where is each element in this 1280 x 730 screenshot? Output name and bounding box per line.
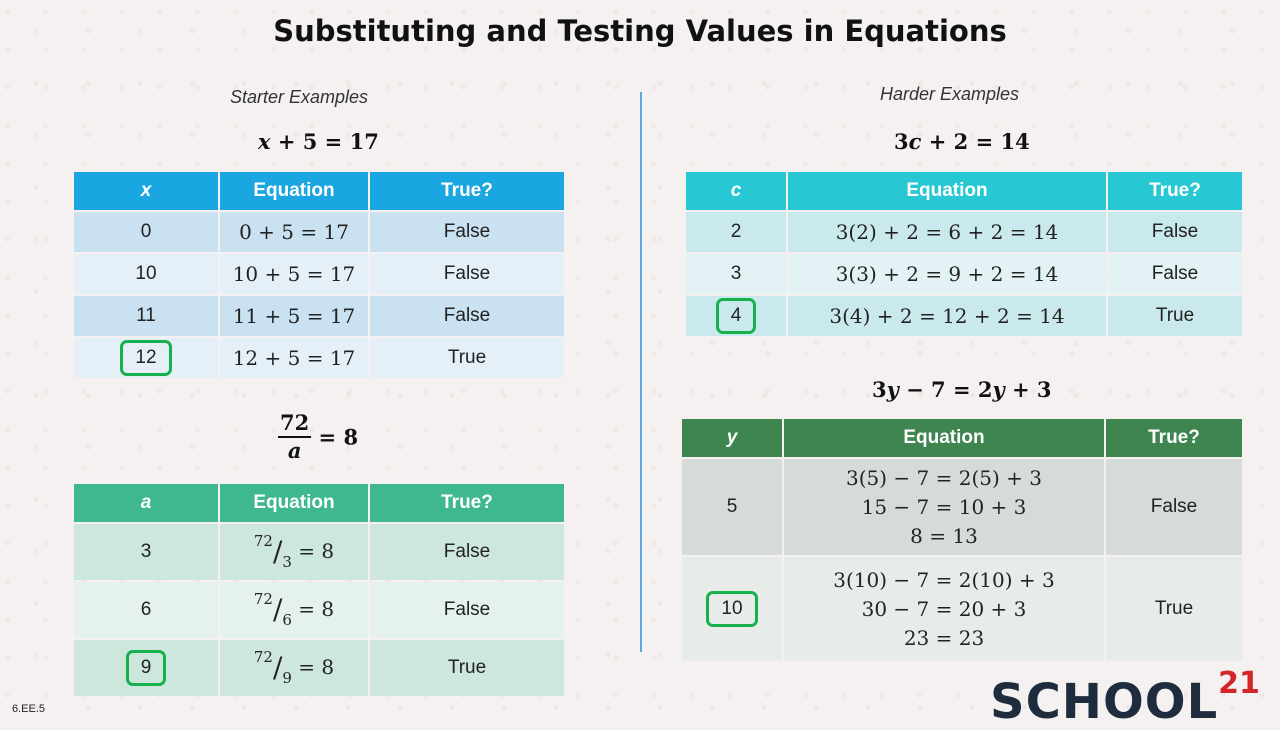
result-cell: False (370, 524, 564, 580)
column-header-x: x (74, 172, 218, 210)
answer-box: 12 (120, 340, 171, 376)
page-title: Substituting and Testing Values in Equations (273, 14, 1007, 48)
value-cell: 11 (74, 296, 218, 336)
value-cell: 6 (74, 582, 218, 638)
equation-cell: $^{72}/_6 = 8$ (220, 582, 368, 638)
result-cell: False (1108, 212, 1242, 252)
result-cell: True (370, 640, 564, 696)
table-a (72, 482, 566, 698)
result-cell: False (370, 582, 564, 638)
school21-logo: SCHOOL$^{21}$ (990, 666, 1260, 730)
value-cell: 3 (74, 524, 218, 580)
value-cell: 5 (682, 459, 782, 555)
equation-cell: 10 + 5 = 17 (220, 254, 368, 294)
equation-a-heading: $\frac{72}{a}$ = 8 (280, 410, 359, 463)
value-cell: 0 (74, 212, 218, 252)
result-cell: False (370, 254, 564, 294)
column-header-true: True? (370, 484, 564, 522)
equation-cell: 3(3) + 2 = 9 + 2 = 14 (788, 254, 1106, 294)
result-cell: True (370, 338, 564, 378)
value-cell-highlighted (686, 296, 786, 336)
equation-cell: $^{72}/_3 = 8$ (220, 524, 368, 580)
equation-cell: 3(2) + 2 = 6 + 2 = 14 (788, 212, 1106, 252)
answer-box: 10 (706, 591, 757, 627)
value-cell: 3 (686, 254, 786, 294)
equation-cell: $^{72}/_9 = 8$ (220, 640, 368, 696)
equation-cell: 3(5) − 7 = 2(5) + 3 15 − 7 = 10 + 3 8 = 13 (784, 459, 1104, 555)
column-header-true: True? (1108, 172, 1242, 210)
table-row (682, 557, 1242, 661)
table-row (74, 254, 564, 294)
result-cell: False (370, 296, 564, 336)
equation-x-heading: x + 5 = 17 (258, 129, 379, 154)
starter-heading: Starter Examples (230, 87, 369, 107)
column-divider (640, 92, 642, 652)
equation-cell: 11 + 5 = 17 (220, 296, 368, 336)
equation-cell: 0 + 5 = 17 (220, 212, 368, 252)
table-row (686, 296, 1242, 336)
table-row (686, 212, 1242, 252)
result-cell: False (1106, 459, 1242, 555)
value-cell-highlighted (74, 338, 218, 378)
answer-box: 4 (716, 298, 757, 334)
table-row (74, 338, 564, 378)
column-header-equation: Equation (220, 172, 368, 210)
result-cell: True (1108, 296, 1242, 336)
table-row (74, 524, 564, 580)
column-header-equation: Equation (788, 172, 1106, 210)
table-x (72, 170, 566, 380)
value-cell-highlighted (74, 640, 218, 696)
column-header-equation: Equation (220, 484, 368, 522)
table-y (680, 417, 1244, 663)
column-header-true: True? (1106, 419, 1242, 457)
table-row (74, 582, 564, 638)
column-header-a: a (74, 484, 218, 522)
harder-heading: Harder Examples (880, 84, 1020, 104)
column-header-c: c (686, 172, 786, 210)
table-row (682, 459, 1242, 555)
answer-box: 9 (126, 650, 167, 686)
table-row (74, 212, 564, 252)
column-header-true: True? (370, 172, 564, 210)
column-header-y: y (682, 419, 782, 457)
result-cell: False (1108, 254, 1242, 294)
equation-c-heading: 3c + 2 = 14 (894, 129, 1030, 154)
equation-y-heading: 3y − 7 = 2y + 3 (872, 377, 1052, 402)
table-c (684, 170, 1244, 338)
value-cell-highlighted (682, 557, 782, 661)
table-row (74, 640, 564, 696)
equation-cell: 3(10) − 7 = 2(10) + 3 30 − 7 = 20 + 3 23 = 23 (784, 557, 1104, 661)
equation-cell: 3(4) + 2 = 12 + 2 = 14 (788, 296, 1106, 336)
column-header-equation: Equation (784, 419, 1104, 457)
value-cell: 2 (686, 212, 786, 252)
result-cell: False (370, 212, 564, 252)
result-cell: True (1106, 557, 1242, 661)
table-row (686, 254, 1242, 294)
standard-code: 6.EE.5 (12, 703, 46, 715)
equation-cell: 12 + 5 = 17 (220, 338, 368, 378)
table-row (74, 296, 564, 336)
value-cell: 10 (74, 254, 218, 294)
